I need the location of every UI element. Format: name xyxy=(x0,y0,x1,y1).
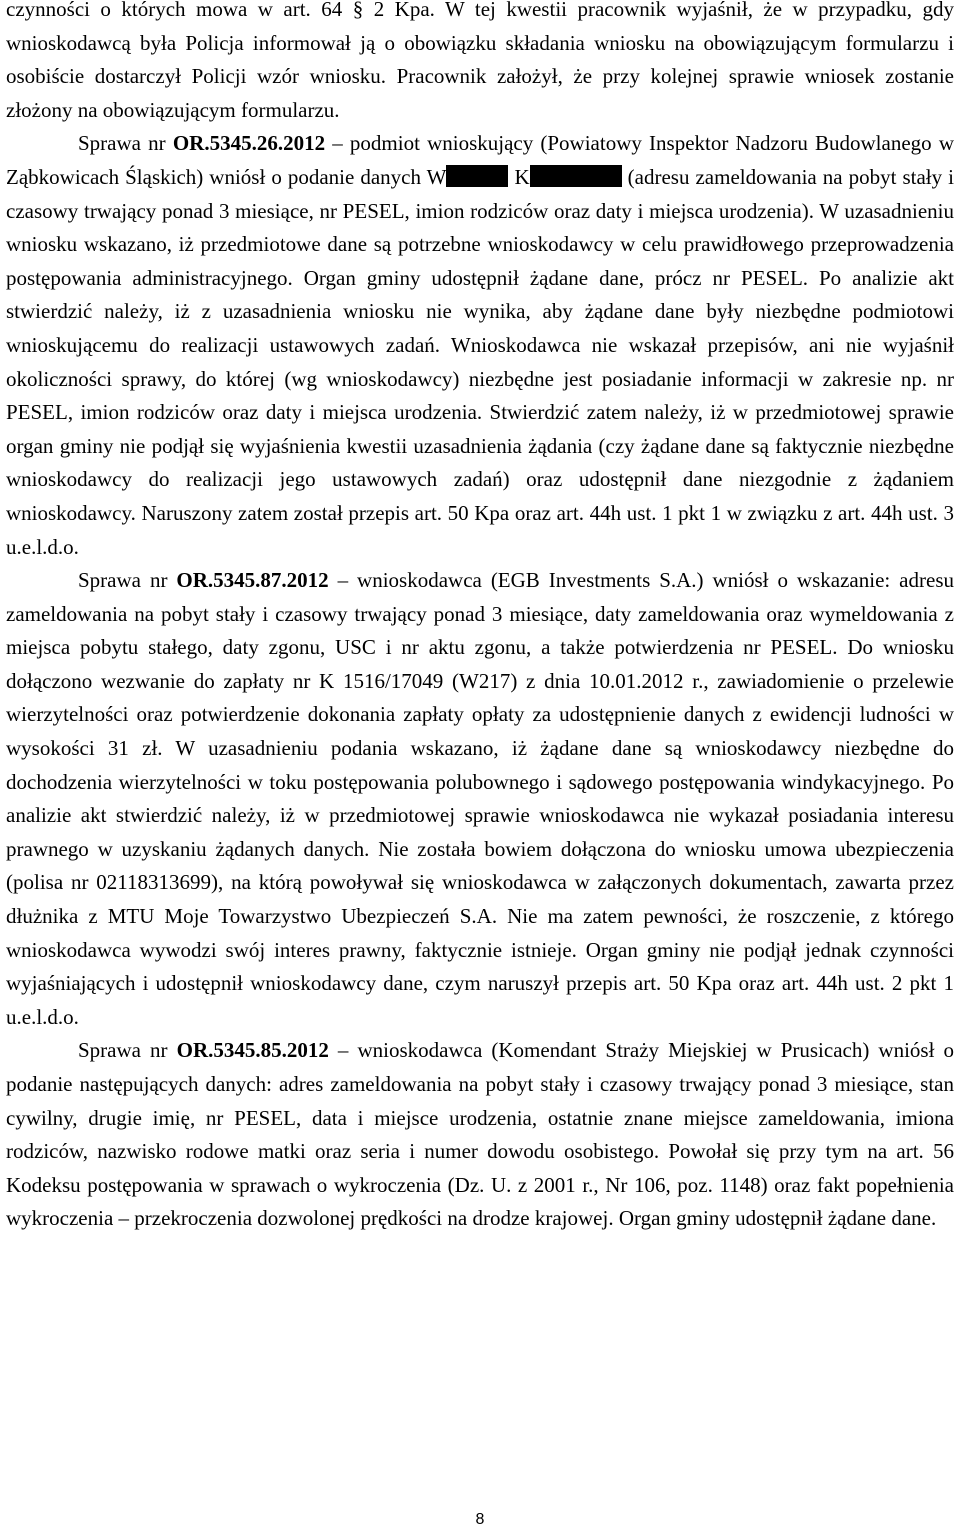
case-prefix: Sprawa nr xyxy=(78,1038,177,1063)
case-text: – podmiot wnioskujący (Powiatowy Inspektor Nadzoru Budowlanego w Ząbkowicach Śląskich) wniósł o podanie danych W xyxy=(6,131,954,189)
case-paragraph-26 xyxy=(6,127,954,564)
case-text: (adresu zameldowania na pobyt stały i czasowy trwający ponad 3 miesiące, nr PESEL, imion rodziców oraz daty i miejsca urodzenia). W uzasadnieniu wniosku wskazano, iż przedmiotowe dane są potrzebne wnioskodawcy w celu prawidłowego przeprowadzenia postępowania administracyjnego. Organ gminy udostępnił żądane dane, prócz nr PESEL. Po analizie akt stwierdzić należy, iż z uzasadnienia wniosku nie wynika, aby żądane dane były niezbędne podmiotowi wnioskującemu do realizacji ustawowych zadań. Wnioskodawca nie wskazał przepisów, ani nie wyjaśnił okoliczności sprawy, do której (wg wnioskodawcy) niezbędne jest posiadanie informacji w zakresie np. nr PESEL, imion rodziców oraz daty i miejsca urodzenia. Stwierdzić zatem należy, iż w przedmiotowej sprawie organ gminy nie podjął się wyjaśnienia kwestii uzasadnienia żądania (czy żądane dane są faktycznie niezbędne wnioskodawcy do realizacji jego ustawowych zadań) oraz udostępnił dane niezgodnie z żądaniem wnioskodawcy. Naruszony zatem został przepis art. 50 Kpa oraz art. 44h ust. 1 pkt 1 w związku z art. 44h ust. 3 u.e.l.d.o. xyxy=(6,164,954,559)
document-page xyxy=(6,0,954,1537)
case-number: OR.5345.26.2012 xyxy=(172,131,326,156)
case-text-initial: K xyxy=(508,164,530,189)
case-paragraph-85 xyxy=(6,1034,954,1236)
case-paragraph-87 xyxy=(6,564,954,1034)
redaction-bar xyxy=(446,165,508,187)
page-number: 8 xyxy=(475,1511,485,1528)
case-number: OR.5345.87.2012 xyxy=(176,568,329,593)
paragraph-text: czynności o których mowa w art. 64 § 2 Kpa. W tej kwestii pracownik wyjaśnił, że w przypadku, gdy wnioskodawcą była Policja informował ją o obowiązku składania wniosku na obowiązującym formularzu i osobiście dostarczył Policji wzór wniosku. Pracownik założył, że przy kolejnej sprawie wniosek zostanie złożony na obowiązującym formularzu. xyxy=(6,0,954,122)
paragraph-continuation xyxy=(6,0,954,127)
redaction-bar xyxy=(530,165,622,187)
case-text: – wnioskodawca (EGB Investments S.A.) wniósł o wskazanie: adresu zameldowania na pobyt stały i czasowy trwający ponad 3 miesiące, daty zameldowania oraz wymeldowania z miejsca pobytu stałego, daty zgonu, USC i nr aktu zgonu, a także potwierdzenia nr PESEL. Do wniosku dołączono wezwanie do zapłaty nr K 1516/17049 (W217) z dnia 10.01.2012 r., zawiadomienie o przelewie wierzytelności oraz potwierdzenie dokonania zapłaty opłaty za udostępnienie danych z ewidencji ludności w wysokości 31 zł. W uzasadnieniu podania wskazano, iż żądane dane są wnioskodawcy niezbędne do dochodzenia wierzytelności w toku postępowania polubownego i sądowego postępowania windykacyjnego. Po analizie akt stwierdzić należy, iż w przedmiotowej sprawie wnioskodawca nie wykazał posiadania interesu prawnego w uzyskaniu żądanych danych. Nie została bowiem dołączona do wniosku umowa ubezpieczenia (polisa nr 02118313699), na którą powoływał się wnioskodawca w załączonych dokumentach, zawarta przez dłużnika z MTU Moje Towarzystwo Ubezpieczeń S.A. Nie ma zatem pewności, że roszczenie, z którego wnioskodawca wywodzi swój interes prawny, faktycznie istnieje. Organ gminy nie podjął jednak czynności wyjaśniających i udostępnił wnioskodawcy dane, czym naruszył przepis art. 50 Kpa oraz art. 44h ust. 2 pkt 1 u.e.l.d.o. xyxy=(6,568,954,1029)
case-prefix: Sprawa nr xyxy=(78,131,173,156)
case-number: OR.5345.85.2012 xyxy=(176,1038,329,1063)
case-prefix: Sprawa nr xyxy=(78,568,177,593)
case-text: – wnioskodawca (Komendant Straży Miejskiej w Prusicach) wniósł o podanie następujących danych: adres zameldowania na pobyt stały i czasowy trwający ponad 3 miesiące, stan cywilny, drugie imię, nr PESEL, data i miejsce urodzenia, ostatnie znane miejsce zameldowania, imiona rodziców, nazwisko rodowe matki oraz seria i numer dowodu osobistego. Powołał się przy tym na art. 56 Kodeksu postępowania w sprawach o wykroczenia (Dz. U. z 2001 r., Nr 106, poz. 1148) oraz fakt popełnienia wykroczenia – przekroczenia dozwolonej prędkości na drodze krajowej. Organ gminy udostępnił żądane dane. xyxy=(6,1038,954,1231)
